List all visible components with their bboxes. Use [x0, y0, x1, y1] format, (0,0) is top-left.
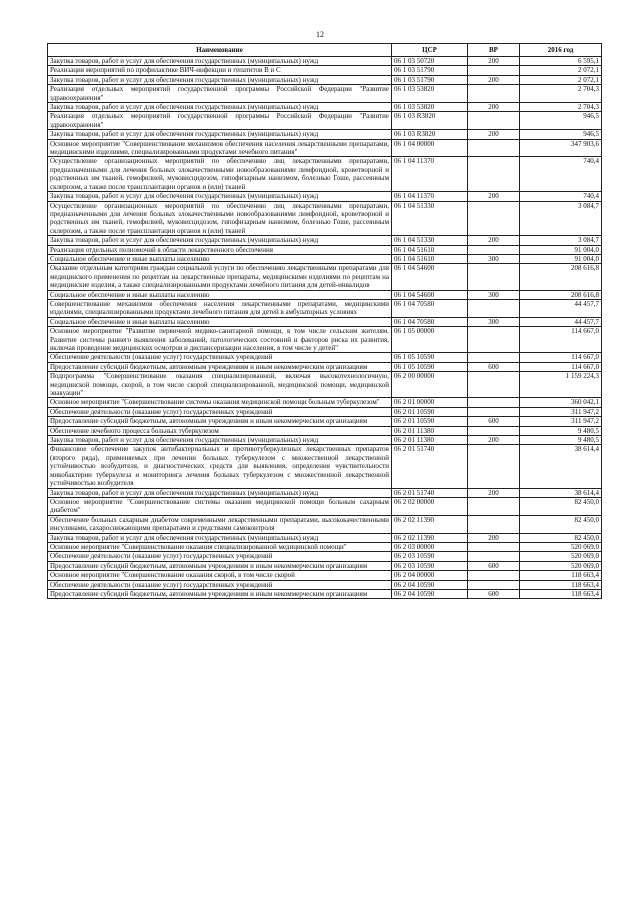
table-body [48, 57, 602, 599]
header-vr: ВР [468, 44, 520, 57]
row-csr: 06 1 04 11370 [392, 157, 468, 192]
row-csr: 06 1 04 51610 [392, 254, 468, 263]
row-vr [468, 497, 520, 515]
row-name: Обеспечение лечебного процесса больных туберкулезом [48, 426, 392, 435]
row-csr: 06 2 03 00000 [392, 542, 468, 551]
table-row [48, 542, 602, 551]
row-amount: 946,5 [520, 112, 602, 130]
row-csr: 06 1 05 10590 [392, 362, 468, 371]
row-name: Реализация отдельных полномочий в области лекарственного обеспечения [48, 245, 392, 254]
row-name: Закупка товаров, работ и услуг для обеспечения государственных (муниципальных) нужд [48, 130, 392, 139]
row-vr [468, 571, 520, 580]
row-vr: 600 [468, 561, 520, 570]
row-csr: 06 2 01 00000 [392, 398, 468, 407]
row-csr: 06 1 04 11370 [392, 192, 468, 201]
row-vr [468, 552, 520, 561]
row-vr: 200 [468, 192, 520, 201]
row-amount: 91 004,0 [520, 254, 602, 263]
table-row [48, 327, 602, 353]
header-name: Наименование [48, 44, 392, 57]
row-csr: 06 2 02 11390 [392, 533, 468, 542]
table-row [48, 445, 602, 488]
row-name: Обеспечение деятельности (оказание услуг) государственных учреждений [48, 552, 392, 561]
row-csr: 06 2 02 00000 [392, 497, 468, 515]
row-csr: 06 2 02 11390 [392, 515, 468, 533]
table-row [48, 157, 602, 192]
row-amount: 3 084,7 [520, 236, 602, 245]
budget-table [47, 43, 602, 599]
row-name: Осуществление организационных мероприятий по обеспечению лиц лекарственными препаратами, предназначенными для лечения больных злокачественными новообразованиями лимфоидной, кроветворной и родственных им тканей, гемофилией, муковисцидозом, гипофизарным нанизмом, болезнью Гоше, рассеянным склерозом, а также после трансплантации органов и (или) тканей [48, 157, 392, 192]
row-csr: 06 1 03 R3820 [392, 112, 468, 130]
table-row [48, 245, 602, 254]
row-csr: 06 2 01 51740 [392, 488, 468, 497]
row-amount: 6 595,1 [520, 57, 602, 66]
row-name: Закупка товаров, работ и услуг для обеспечения государственных (муниципальных) нужд [48, 75, 392, 84]
row-name: Обеспечение деятельности (оказание услуг) государственных учреждений [48, 407, 392, 416]
table-row [48, 236, 602, 245]
row-csr: 06 1 05 10590 [392, 353, 468, 362]
row-amount: 520 069,0 [520, 561, 602, 570]
row-vr [468, 264, 520, 290]
row-csr: 06 1 04 70580 [392, 299, 468, 317]
row-amount: 347 903,6 [520, 139, 602, 157]
row-amount: 2 704,3 [520, 103, 602, 112]
row-vr [468, 85, 520, 103]
row-amount: 91 004,0 [520, 245, 602, 254]
row-name: Обеспечение больных сахарным диабетом современными лекарственными препаратами, высококачественными инсулинами, сахароснижающими препаратами и средствами самоконтроля [48, 515, 392, 533]
row-csr: 06 1 04 54600 [392, 290, 468, 299]
row-name: Закупка товаров, работ и услуг для обеспечения государственных (муниципальных) нужд [48, 488, 392, 497]
header-year: 2016 год [520, 44, 602, 57]
row-vr: 200 [468, 488, 520, 497]
row-name: Обеспечение деятельности (оказание услуг) государственных учреждений [48, 580, 392, 589]
table-row [48, 57, 602, 66]
row-amount: 311 947,2 [520, 417, 602, 426]
row-csr: 06 1 03 53820 [392, 85, 468, 103]
row-vr [468, 66, 520, 75]
table-row [48, 317, 602, 326]
table-row [48, 192, 602, 201]
row-name: Обеспечение деятельности (оказание услуг) государственных учреждений [48, 353, 392, 362]
row-name: Предоставление субсидий бюджетным, автономным учреждениям и иным некоммерческим организациям [48, 362, 392, 371]
table-row [48, 103, 602, 112]
table-row [48, 201, 602, 236]
row-vr: 300 [468, 317, 520, 326]
table-row [48, 254, 602, 263]
row-amount: 208 616,8 [520, 290, 602, 299]
row-amount: 82 450,0 [520, 497, 602, 515]
row-vr [468, 201, 520, 236]
row-name: Основное мероприятие "Совершенствование системы оказания медицинской помощи больным туберкулезом" [48, 398, 392, 407]
row-vr: 600 [468, 362, 520, 371]
row-amount: 114 667,0 [520, 362, 602, 371]
page-number: 12 [316, 30, 324, 39]
row-name: Совершенствование механизмов обеспечения населения лекарственными препаратами, медицинскими изделиями, специализированными продуктами лечебного питания для детей в амбулаторных условиях [48, 299, 392, 317]
row-name: Закупка товаров, работ и услуг для обеспечения государственных (муниципальных) нужд [48, 192, 392, 201]
row-vr [468, 245, 520, 254]
row-name: Социальное обеспечение и иные выплаты населению [48, 290, 392, 299]
row-amount: 114 667,0 [520, 327, 602, 353]
table-row [48, 362, 602, 371]
row-amount: 118 663,4 [520, 571, 602, 580]
row-vr: 300 [468, 254, 520, 263]
row-amount: 946,5 [520, 130, 602, 139]
row-vr [468, 372, 520, 398]
row-vr [468, 515, 520, 533]
row-vr [468, 327, 520, 353]
table-row [48, 130, 602, 139]
row-vr [468, 398, 520, 407]
row-vr: 200 [468, 57, 520, 66]
row-name: Социальное обеспечение и иные выплаты населению [48, 254, 392, 263]
table-row [48, 290, 602, 299]
row-vr [468, 139, 520, 157]
row-vr [468, 157, 520, 192]
table-row [48, 571, 602, 580]
row-csr: 06 1 04 54600 [392, 264, 468, 290]
row-vr [468, 445, 520, 488]
row-name: Оказание отдельным категориям граждан социальной услуги по обеспечению лекарственными препаратами для медицинского применения по рецептам на лекарственные препараты, медицинскими изделиями по рецептам на медицинские изделия, а также специализированными продуктами лечебного питания для детей-инвалидов [48, 264, 392, 290]
row-name: Реализация отдельных мероприятий государственной программы Российской Федерации "Развитие здравоохранения" [48, 112, 392, 130]
row-amount: 520 069,0 [520, 542, 602, 551]
row-amount: 118 663,4 [520, 580, 602, 589]
row-csr: 06 2 00 00000 [392, 372, 468, 398]
row-amount: 1 159 224,3 [520, 372, 602, 398]
row-name: Финансовое обеспечение закупок антибактериальных и противотуберкулезных лекарственных препаратов (второго ряда), применяемых при лечении больных туберкулезом с множественной лекарственной устойчивостью возбудителя, и диагностических средств для выявления, определения чувствительности микобактерии туберкулеза и мониторинга лечения больных туберкулезом с множественной лекарственной устойчивостью возбудителя [48, 445, 392, 488]
table-row [48, 589, 602, 598]
row-name: Предоставление субсидий бюджетным, автономным учреждениям и иным некоммерческим организациям [48, 589, 392, 598]
table-row [48, 372, 602, 398]
row-amount: 9 480,5 [520, 426, 602, 435]
row-csr: 06 2 04 10590 [392, 580, 468, 589]
row-amount: 2 072,1 [520, 75, 602, 84]
row-amount: 520 069,0 [520, 552, 602, 561]
row-amount: 38 614,4 [520, 445, 602, 488]
row-amount: 82 450,0 [520, 533, 602, 542]
row-csr: 06 2 01 10590 [392, 417, 468, 426]
row-name: Закупка товаров, работ и услуг для обеспечения государственных (муниципальных) нужд [48, 436, 392, 445]
table-row [48, 533, 602, 542]
table-row [48, 561, 602, 570]
table-row [48, 436, 602, 445]
row-csr: 06 2 01 11380 [392, 436, 468, 445]
row-amount: 82 450,0 [520, 515, 602, 533]
row-name: Осуществление организационных мероприятий по обеспечению лиц лекарственными препаратами, предназначенными для лечения больных злокачественными новообразованиями лимфоидной, кроветворной и родственных им тканей, гемофилией, муковисцидозом, гипофизарным нанизмом, болезнью Гоше, рассеянным склерозом, а также после трансплантации органов и (или) тканей [48, 201, 392, 236]
row-csr: 06 1 03 R3820 [392, 130, 468, 139]
table-row [48, 580, 602, 589]
table-row [48, 426, 602, 435]
row-csr: 06 1 05 00000 [392, 327, 468, 353]
row-vr: 200 [468, 236, 520, 245]
table-row [48, 139, 602, 157]
row-vr: 600 [468, 417, 520, 426]
row-csr: 06 1 03 50720 [392, 57, 468, 66]
row-vr [468, 426, 520, 435]
table-row [48, 407, 602, 416]
row-name: Основное мероприятие "Совершенствование оказания специализированной медицинской помощи" [48, 542, 392, 551]
row-name: Реализация отдельных мероприятий государственной программы Российской Федерации "Развитие здравоохранения" [48, 85, 392, 103]
table-row [48, 515, 602, 533]
table-row [48, 353, 602, 362]
row-amount: 44 457,7 [520, 317, 602, 326]
row-name: Предоставление субсидий бюджетным, автономным учреждениям и иным некоммерческим организациям [48, 561, 392, 570]
table-row [48, 417, 602, 426]
row-csr: 06 1 04 51330 [392, 201, 468, 236]
row-amount: 44 457,7 [520, 299, 602, 317]
row-vr: 300 [468, 290, 520, 299]
table-row [48, 497, 602, 515]
row-vr [468, 299, 520, 317]
table-row [48, 398, 602, 407]
row-amount: 38 614,4 [520, 488, 602, 497]
row-csr: 06 1 03 51790 [392, 75, 468, 84]
row-csr: 06 1 04 51610 [392, 245, 468, 254]
row-vr: 200 [468, 533, 520, 542]
row-csr: 06 1 03 53820 [392, 103, 468, 112]
row-name: Основное мероприятие "Развитие первичной медико-санитарной помощи, в том числе сельским жителям. Развитие системы раннего выявления заболеваний, патологических состояний и факторов риска их развития, включая проведение медицинских осмотров и диспансеризации населения, в том числе у детей" [48, 327, 392, 353]
row-amount: 9 480,5 [520, 436, 602, 445]
row-csr: 06 2 01 51740 [392, 445, 468, 488]
table-row [48, 299, 602, 317]
row-amount: 740,4 [520, 157, 602, 192]
row-csr: 06 2 01 11380 [392, 426, 468, 435]
table-row [48, 488, 602, 497]
row-amount: 311 947,2 [520, 407, 602, 416]
table-row [48, 85, 602, 103]
row-amount: 2 072,1 [520, 66, 602, 75]
row-amount: 740,4 [520, 192, 602, 201]
row-name: Предоставление субсидий бюджетным, автономным учреждениям и иным некоммерческим организациям [48, 417, 392, 426]
row-name: Закупка товаров, работ и услуг для обеспечения государственных (муниципальных) нужд [48, 236, 392, 245]
row-vr [468, 353, 520, 362]
table-row [48, 75, 602, 84]
row-vr [468, 112, 520, 130]
table-row [48, 264, 602, 290]
row-vr: 200 [468, 103, 520, 112]
row-amount: 3 084,7 [520, 201, 602, 236]
row-name: Основное мероприятие "Совершенствование системы оказания медицинской помощи больным сахарным диабетом" [48, 497, 392, 515]
row-vr [468, 407, 520, 416]
row-csr: 06 2 03 10590 [392, 552, 468, 561]
table-row [48, 112, 602, 130]
row-vr: 200 [468, 75, 520, 84]
row-csr: 06 2 01 10590 [392, 407, 468, 416]
row-name: Основное мероприятие "Совершенствование оказания скорой, в том числе скорой [48, 571, 392, 580]
row-amount: 118 663,4 [520, 589, 602, 598]
row-amount: 208 616,8 [520, 264, 602, 290]
row-name: Закупка товаров, работ и услуг для обеспечения государственных (муниципальных) нужд [48, 533, 392, 542]
row-name: Социальное обеспечение и иные выплаты населению [48, 317, 392, 326]
table-row [48, 552, 602, 561]
row-name: Закупка товаров, работ и услуг для обеспечения государственных (муниципальных) нужд [48, 103, 392, 112]
row-csr: 06 1 04 51330 [392, 236, 468, 245]
row-csr: 06 2 03 10590 [392, 561, 468, 570]
row-amount: 360 042,1 [520, 398, 602, 407]
row-name: Основное мероприятие "Совершенствование механизмов обеспечения населения лекарственными препаратами, медицинскими изделиями, специализированными продуктами лечебного питания" [48, 139, 392, 157]
row-vr [468, 542, 520, 551]
row-vr: 600 [468, 589, 520, 598]
header-csr: ЦСР [392, 44, 468, 57]
header-row [48, 44, 602, 57]
row-amount: 2 704,3 [520, 85, 602, 103]
row-name: Реализация мероприятий по профилактике ВИЧ-инфекции и гепатитов B и C [48, 66, 392, 75]
row-vr [468, 580, 520, 589]
row-name: Закупка товаров, работ и услуг для обеспечения государственных (муниципальных) нужд [48, 57, 392, 66]
row-amount: 114 667,0 [520, 353, 602, 362]
row-vr: 200 [468, 436, 520, 445]
row-csr: 06 2 04 00000 [392, 571, 468, 580]
table-row [48, 66, 602, 75]
row-csr: 06 2 04 10590 [392, 589, 468, 598]
row-csr: 06 1 04 70580 [392, 317, 468, 326]
row-name: Подпрограмма "Совершенствование оказания специализированной, включая высокотехнологичную, медицинской помощи, скорой, в том числе скорой специализированной, медицинской помощи, медицинской эвакуации" [48, 372, 392, 398]
row-csr: 06 1 04 00000 [392, 139, 468, 157]
row-vr: 200 [468, 130, 520, 139]
row-csr: 06 1 03 51790 [392, 66, 468, 75]
